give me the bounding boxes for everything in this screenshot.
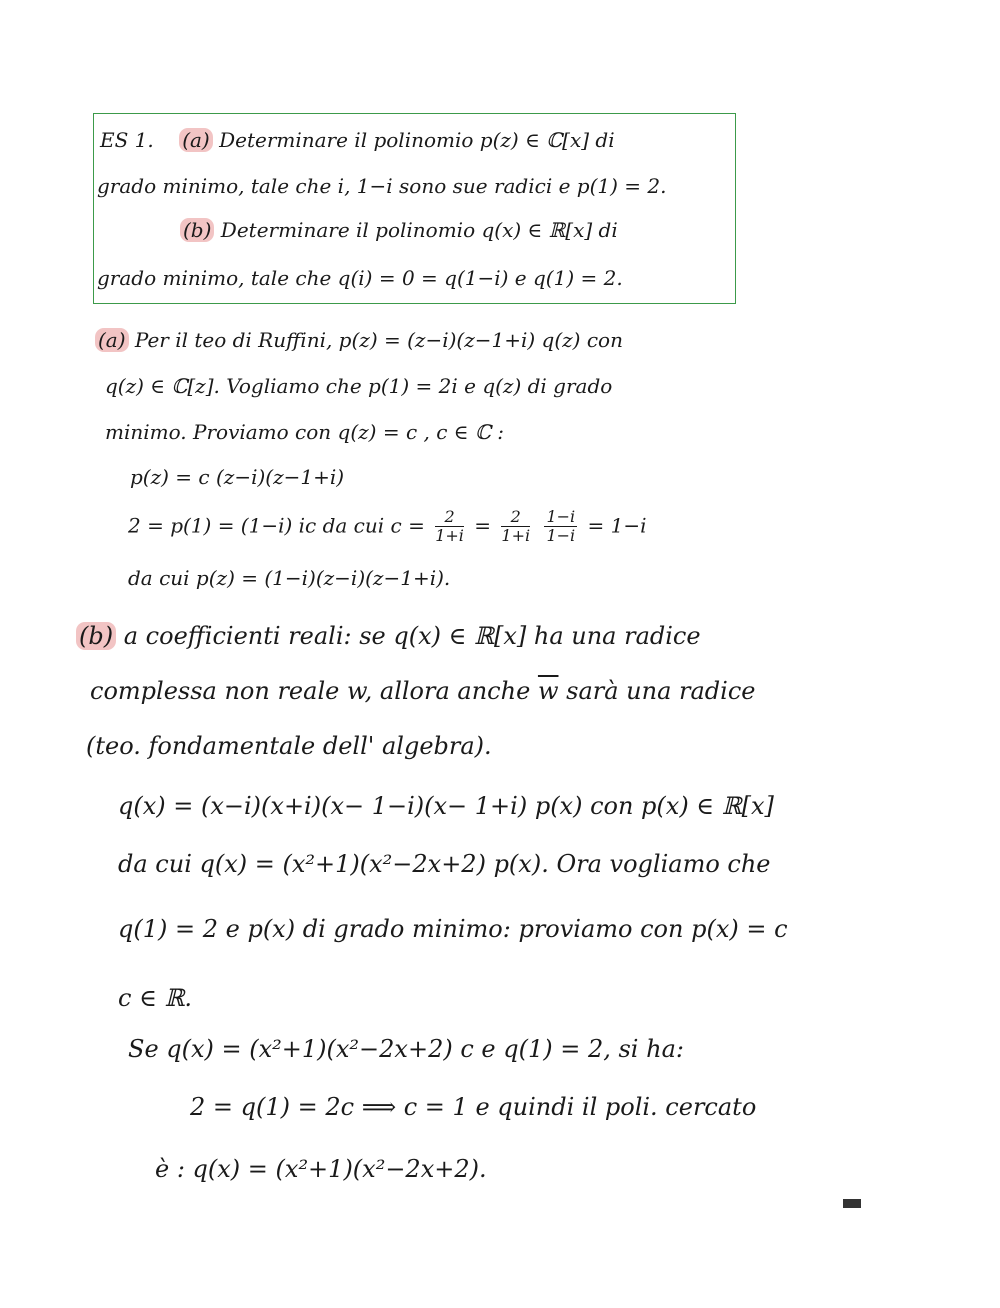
fraction-3 — [544, 508, 577, 546]
solution-a-line-5 — [128, 508, 647, 546]
solution-a-line-6: da cui p(z) = (1−i)(z−i)(z−1+i). — [128, 566, 451, 590]
fraction-2 — [501, 508, 530, 546]
solution-b-line-5: da cui q(x) = (x²+1)(x²−2x+2) p(x). Ora vogliamo che — [118, 850, 771, 878]
part-a-text-1: Determinare il polinomio p(z) ∈ ℂ[x] di — [219, 128, 615, 152]
solution-b-line-6: q(1) = 2 e p(x) di grado minimo: proviamo con p(x) = c — [118, 915, 788, 943]
fraction-2-den: 1+i — [501, 526, 531, 546]
solution-a-line-2: q(z) ∈ ℂ[z]. Vogliamo che p(1) = 2i e q(z) di grado — [105, 374, 613, 398]
solution-b-tag: (b) — [76, 622, 116, 650]
line2-after: sarà una radice — [566, 677, 756, 705]
part-b-tag: (b) — [180, 218, 214, 242]
fraction-1-num: 2 — [435, 508, 464, 527]
exercise-label: ES 1. — [100, 128, 154, 152]
solution-b-line-8: Se q(x) = (x²+1)(x²−2x+2) c e q(1) = 2, si ha: — [128, 1035, 684, 1063]
solution-a-line-4: p(z) = c (z−i)(z−1+i) — [130, 465, 345, 489]
solution-b-line-4: q(x) = (x−i)(x+i)(x− 1−i)(x− 1+i) p(x) con p(x) ∈ ℝ[x] — [118, 792, 774, 820]
fraction-3-den: 1−i — [546, 526, 576, 546]
fraction-2-num: 2 — [501, 508, 530, 527]
solution-b-line-7: c ∈ ℝ. — [118, 984, 193, 1012]
solution-a-line-3: minimo. Proviamo con q(z) = c , c ∈ ℂ : — [105, 420, 504, 444]
solution-a-text-1: Per il teo di Ruffini, p(z) = (z−i)(z−1+i) q(z) con — [134, 328, 623, 352]
part-a-tag: (a) — [179, 128, 213, 152]
exercise-line-3 — [180, 218, 618, 242]
equals-sign: = — [474, 513, 492, 538]
fraction-3-num: 1−i — [546, 507, 576, 526]
part-b-text-2: grado minimo, tale che q(i) = 0 = q(1−i) e q(1) = 2. — [97, 266, 623, 290]
solution-b-line-10: è : q(x) = (x²+1)(x²−2x+2). — [155, 1155, 487, 1183]
w-bar: $\overline{w}$ — [537, 677, 559, 705]
line5-left: 2 = p(1) = (1−i) ic da cui c = — [128, 513, 425, 538]
part-b-text-1: Determinare il polinomio q(x) ∈ ℝ[x] di — [220, 218, 618, 242]
fraction-1-den: 1+i — [435, 526, 464, 546]
solution-b-line-3: (teo. fondamentale dell' algebra). — [86, 732, 492, 760]
solution-a-line-1 — [95, 328, 623, 352]
solution-b-text-1: a coefficienti reali: se q(x) ∈ ℝ[x] ha una radice — [123, 622, 701, 650]
fraction-1 — [435, 508, 464, 546]
solution-b-line-9: 2 = q(1) = 2c ⟹ c = 1 e quindi il poli. cercato — [190, 1093, 757, 1121]
line2-before: complessa non reale w, allora anche — [90, 677, 531, 705]
solution-a-tag: (a) — [95, 328, 129, 352]
line5-right: = 1−i — [587, 513, 647, 538]
solution-b-line-1 — [76, 622, 701, 650]
exercise-line-1 — [100, 128, 615, 152]
end-of-proof-mark — [843, 1199, 861, 1208]
part-a-text-2: grado minimo, tale che i, 1−i sono sue radici e p(1) = 2. — [97, 174, 667, 198]
solution-b-line-2 — [90, 677, 755, 705]
